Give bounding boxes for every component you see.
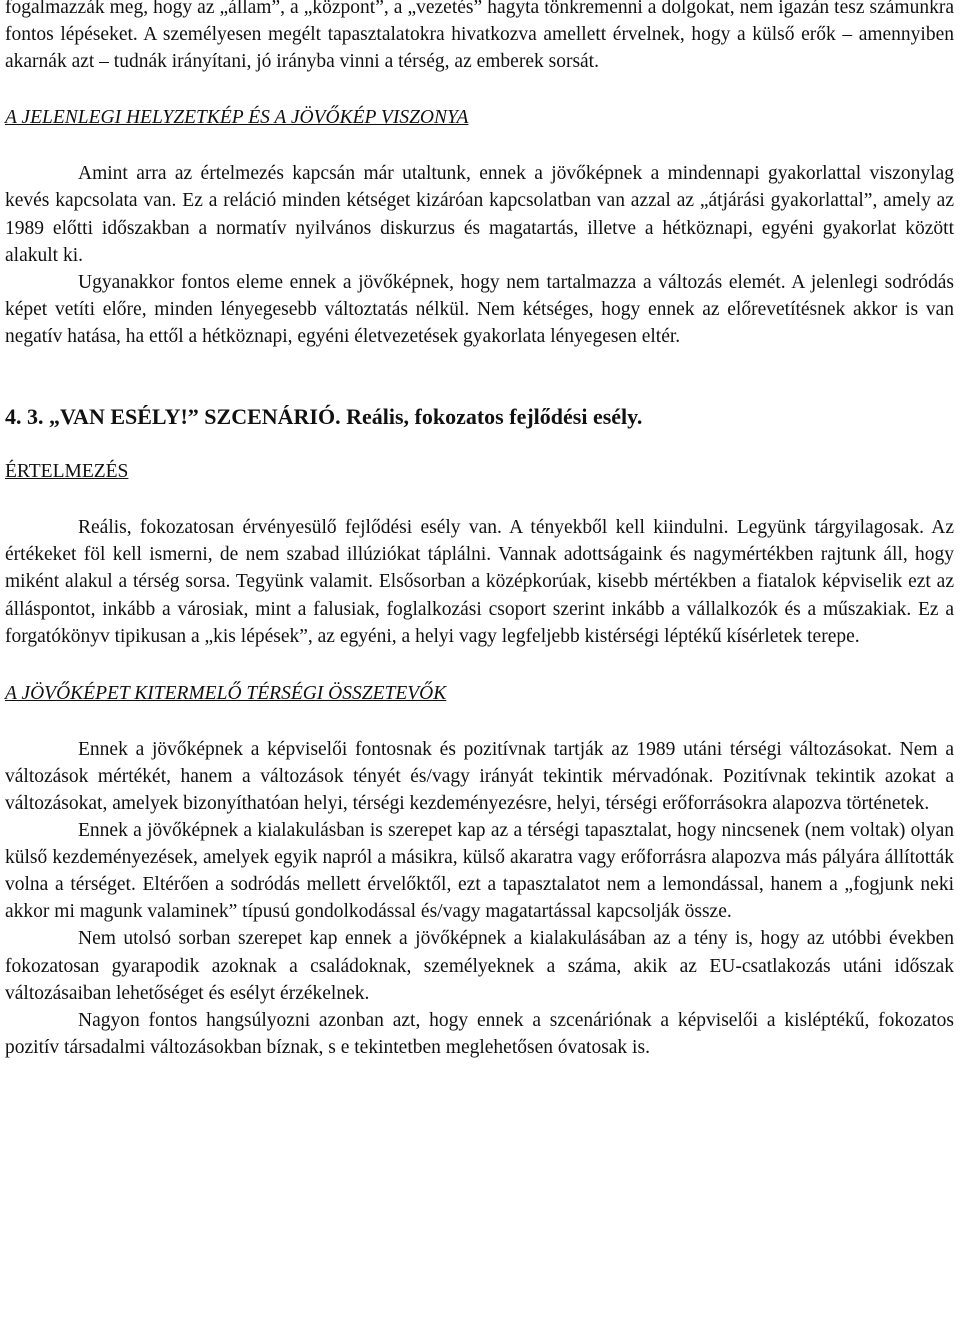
section-heading: 4. 3. „VAN ESÉLY!” SZCENÁRIÓ. Reális, fokozatos fejlődési esély. [5, 404, 643, 430]
components-paragraph: Ennek a jövőképnek a kialakulásban is szerepet kap az a térségi tapasztalat, hogy nincsenek (nem voltak) olyan külső kezdeményezések, amelyek egyik napról a másikra, külső akaratra vagy erőforrásra alapozva más pályára állították volna a térséget. Eltérően a sodródás mellett érvelőktől, ezt a tapasztalatot nem a lemondással, hanem a „fogjunk neki akkor mi magunk valaminek” típusú gondolkodással és/vagy magatartással kapcsolják össze. [5, 820, 954, 923]
relation-paragraph-2: Ugyanakkor fontos eleme ennek a jövőképnek, hogy nem tartalmazza a változás elemét. A jelenlegi sodródás képet vetíti előre, minden lényegesebb változtatás nélkül. Nem kétséges, hogy ennek az előrevetítésnek akkor is van negatív hatása, ha ettől a hétköznapi, egyéni életvezetések gyakorlata lényegesen eltér. [5, 271, 954, 347]
components-paragraph: Nem utolsó sorban szerepet kap ennek a jövőképnek a kialakulásában az a tény is, hogy az utóbbi években fokozatosan gyarapodik azoknak a családoknak, személyeknek a száma, akik az EU-csatlakozás utáni időszak változásaiban lehetőséget és esélyt érzékelnek. [5, 928, 954, 1004]
heading-interpretation: ÉRTELMEZÉS [5, 461, 129, 483]
interpretation-paragraph: Reális, fokozatosan érvényesülő fejlődési esély van. A tényekből kell kiindulni. Legyünk tárgyilagosak. Az értékeket föl kell ismerni, de nem szabad illúziókat táplálni. Vannak adottságaink és nagymértékben rajtunk áll, hogy miként alakul a térség sorsa. Tegyünk valamit. Elsősorban a középkorúak, kisebb mértékben a fiatalok képviselik ezt az álláspontot, inkább a városiak, mint a falusiak, foglalkozási csoport szerint inkább a vállalkozók és a műszakiak. Ez a forgatókönyv tipikusan a „kis lépések”, az egyéni, a helyi vagy legfeljebb kistérségi léptékű kísérletek terepe. [5, 517, 954, 647]
relation-paragraph-1: Amint arra az értelmezés kapcsán már utaltunk, ennek a jövőképnek a mindennapi gyakorlattal viszonylag kevés kapcsolata van. Ez a reláció minden kétséget kizáróan kapcsolatban van azzal az „átjárási gyakorlattal”, amely az 1989 előtti időszakban a normatív nyilvános diskurzus és magatartás, illetve a hétköznapi, egyéni gyakorlat között alakult ki. [5, 163, 954, 266]
heading-components: A JÖVŐKÉPET KITERMELŐ TÉRSÉGI ÖSSZETEVŐK [5, 682, 447, 704]
components-paragraph: Ennek a jövőképnek a képviselői fontosnak és pozitívnak tartják az 1989 utáni térségi változásokat. Nem a változások mértékét, hanem a változások tényét és/vagy irányát tekintik mérvadónak. Pozitívnak tekintik azokat a változásokat, amelyek bizonyíthatóan helyi, térségi kezdeményezésre, helyi, térségi erőforrásokra alapozva történetek. [5, 738, 954, 814]
components-paragraph: Nagyon fontos hangsúlyozni azonban azt, hogy ennek a szcenáriónak a képviselői a kisléptékű, fokozatos pozitív társadalmi változásokban bíznak, s e tekintetben meglehetősen óvatosak is. [5, 1009, 954, 1058]
intro-paragraph: fogalmazzák meg, hogy az „állam”, a „központ”, a „vezetés” hagyta tönkremenni a dolgokat, nem igazán tesz számunkra fontos lépéseket. A személyesen megélt tapasztalatokra hivatkozva amellett érvelnek, hogy a külső erők ‒ amennyiben akarnák azt ‒ tudnák irányítani, jó irányba vinni a térség, az emberek sorsát. [5, 0, 954, 73]
heading-relation: A JELENLEGI HELYZETKÉP ÉS A JÖVŐKÉP VISZONYA [5, 107, 469, 129]
